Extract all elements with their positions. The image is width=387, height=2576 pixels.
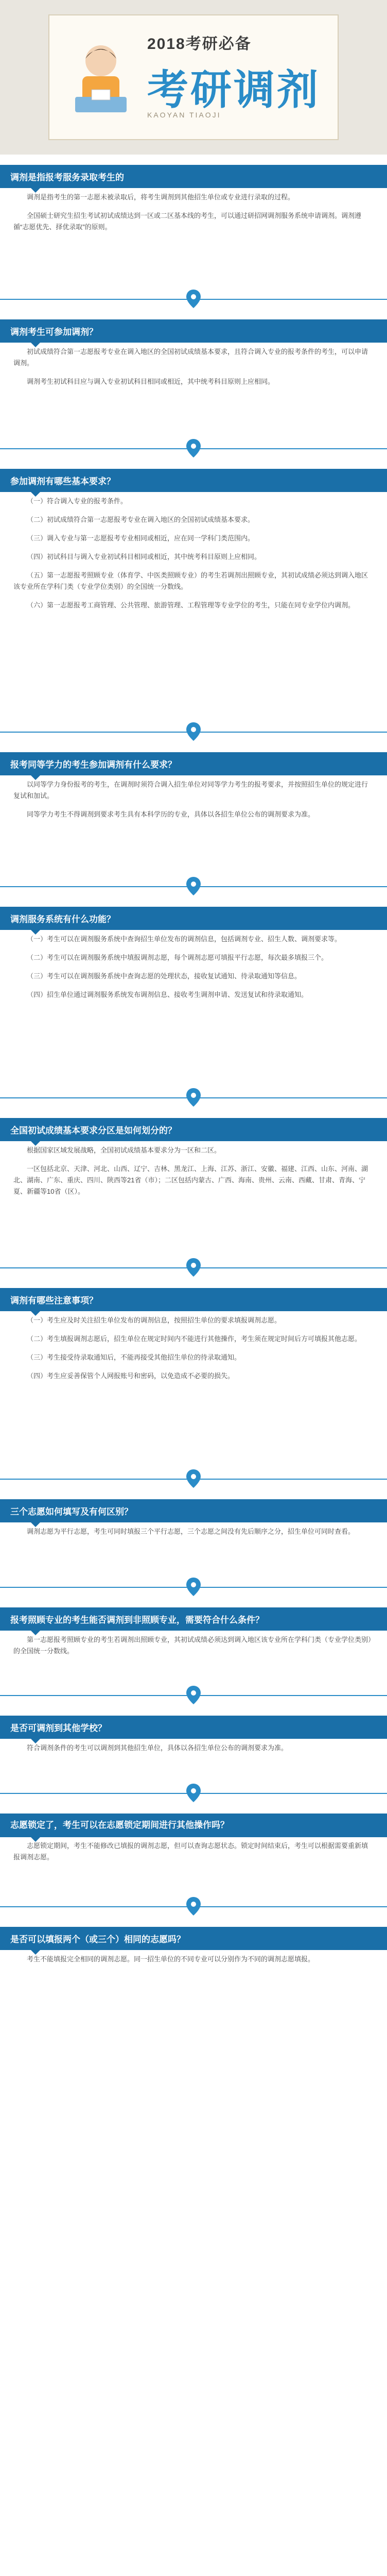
section-heading xyxy=(0,165,387,188)
section-heading xyxy=(0,469,387,492)
header-banner xyxy=(0,0,387,155)
paragraph: 根据国家区域发展战略，全国初试成绩基本要求分为一区和二区。 xyxy=(27,1146,221,1154)
section-divider xyxy=(0,1468,387,1489)
section-body xyxy=(13,1315,374,1389)
section-heading xyxy=(0,1814,387,1837)
section-body xyxy=(13,1526,374,1545)
section-question: 参加调剂有哪些基本要求？ xyxy=(10,477,115,486)
section-body xyxy=(13,192,374,240)
paragraph: 志愿锁定期间，考生不能修改已填报的调剂志愿，但可以查询志愿状态。锁定时间结束后，考生可以根据需要重新填报调剂志愿。 xyxy=(13,1842,368,1861)
section-body xyxy=(13,346,374,395)
section-divider xyxy=(0,1685,387,1705)
section-question: 调剂是指报考服务录取考生的 xyxy=(10,173,124,182)
paragraph: （四）考生应妥善保管个人网报账号和密码，以免造成不必要的损失。 xyxy=(27,1372,235,1380)
section-divider xyxy=(0,289,387,309)
location-pin-icon xyxy=(186,1897,201,1916)
paragraph: （二）初试成绩符合第一志愿报考专业在调入地区的全国初试成绩基本要求。 xyxy=(27,516,255,523)
paragraph: 一区包括北京、天津、河北、山西、辽宁、吉林、黑龙江、上海、江苏、浙江、安徽、福建、江西、山东、河南、湖北、湖南、广东、重庆、四川、陕西等21省（市）；二区包括内蒙古、广西、海南、贵州、云南、西藏、甘肃、青海、宁夏、新疆等10省（区）。 xyxy=(13,1165,368,1195)
section-question: 报考同等学力的考生参加调剂有什么要求？ xyxy=(10,760,177,770)
section-divider xyxy=(0,1577,387,1597)
paragraph: （五）第一志愿报考照顾专业（体育学、中医类照顾专业）的考生若调剂出照顾专业，其初试成绩必须达到调入地区该专业所在学科门类（专业学位类别）的全国统一分数线。 xyxy=(13,571,368,590)
section-body xyxy=(13,1634,374,1664)
section-question: 全国初试成绩基本要求分区是如何划分的？ xyxy=(10,1126,177,1136)
section-body xyxy=(13,779,374,827)
section-body xyxy=(13,1840,374,1870)
section-heading xyxy=(0,1118,387,1141)
section-body xyxy=(13,934,374,1008)
paragraph: （一）考生应及时关注招生单位发布的调剂信息，按照招生单位的要求填报调剂志愿。 xyxy=(27,1316,282,1324)
paragraph: （一）考生可以在调剂服务系统中查询招生单位发布的调剂信息，包括调剂专业、招生人数、调剂要求等。 xyxy=(27,935,342,943)
student-illustration-icon xyxy=(65,36,137,118)
banner-title: 考研调剂 xyxy=(147,67,320,113)
location-pin-icon xyxy=(186,439,201,457)
section-heading xyxy=(0,1716,387,1739)
paragraph: （一）符合调入专业的报考条件。 xyxy=(27,497,128,505)
banner-kicker: 2018考研必备 xyxy=(147,36,252,53)
section-divider xyxy=(0,1896,387,1917)
section-divider xyxy=(0,876,387,896)
paragraph: 调剂考生初试科目应与调入专业初试科目相同或相近，其中统考科目原则上应相同。 xyxy=(27,378,275,385)
paragraph: （二）考生填报调剂志愿后，招生单位在规定时间内不能进行其他操作，考生须在规定时间后方可填报其他志愿。 xyxy=(27,1335,362,1343)
section-divider xyxy=(0,1783,387,1803)
paragraph: 考生不能填报完全相同的调剂志愿。同一招生单位的不同专业可以分别作为不同的调剂志愿填报。 xyxy=(27,1955,315,1963)
paragraph: （六）第一志愿报考工商管理、公共管理、旅游管理、工程管理等专业学位的考生，只能在同专业学位内调剂。 xyxy=(27,601,355,609)
paragraph: 同等学力考生不得调剂到要求考生具有本科学历的专业，具体以各招生单位公布的调剂要求为准。 xyxy=(27,810,315,818)
section-question: 调剂考生可参加调剂？ xyxy=(10,327,98,337)
paragraph: （三）调入专业与第一志愿报考专业相同或相近，应在同一学科门类范围内。 xyxy=(27,534,255,542)
location-pin-icon xyxy=(186,722,201,741)
location-pin-icon xyxy=(186,1088,201,1107)
paragraph: 第一志愿报考照顾专业的考生若调剂出照顾专业，其初试成绩必须达到调入地区该专业所在学科门类（专业学位类别）的全国统一分数线。 xyxy=(13,1636,372,1655)
section-divider xyxy=(0,438,387,459)
section-body xyxy=(13,496,374,618)
paragraph: （二）考生可以在调剂服务系统中填报调剂志愿，每个调剂志愿可填报平行志愿，每次最多填报三个。 xyxy=(27,954,328,961)
section-question: 是否可调剂到其他学校？ xyxy=(10,1723,107,1733)
paragraph: 以同等学力身份报考的考生，在调剂时须符合调入招生单位对同等学力考生的报考要求，并按照招生单位的规定进行复试和加试。 xyxy=(13,781,368,800)
location-pin-icon xyxy=(186,1686,201,1704)
section-body xyxy=(13,1145,374,1205)
section-body xyxy=(13,1954,374,1972)
paragraph: （四）招生单位通过调剂服务系统发布调剂信息、接收考生调剂申请、发送复试和待录取通知。 xyxy=(27,991,308,998)
paragraph: 初试成绩符合第一志愿报考专业在调入地区的全国初试成绩基本要求，且符合调入专业的报考条件的考生，可以申请调剂。 xyxy=(13,348,368,367)
location-pin-icon xyxy=(186,877,201,895)
section-divider xyxy=(0,1257,387,1278)
section-heading xyxy=(0,752,387,775)
banner-card xyxy=(48,14,339,140)
section-heading xyxy=(0,907,387,930)
section-heading xyxy=(0,1927,387,1950)
paragraph: 符合调剂条件的考生可以调剂到其他招生单位，具体以各招生单位公布的调剂要求为准。 xyxy=(27,1744,288,1752)
banner-en: KAOYAN TIAOJI xyxy=(147,111,221,119)
section-heading xyxy=(0,1607,387,1631)
section-heading xyxy=(0,1288,387,1311)
section-question: 调剂服务系统有什么功能？ xyxy=(10,914,115,924)
paragraph: 全国硕士研究生招生考试初试成绩达到一区或二区基本线的考生，可以通过研招网调剂服务系统申请调剂。调剂遵循“志愿优先、择优录取”的原则。 xyxy=(13,212,362,231)
location-pin-icon xyxy=(186,1258,201,1277)
section-body xyxy=(13,1742,374,1761)
location-pin-icon xyxy=(186,1578,201,1596)
section-divider xyxy=(0,1087,387,1108)
section-question: 是否可以填报两个（或三个）相同的志愿吗？ xyxy=(10,1935,185,1944)
section-question: 志愿锁定了，考生可以在志愿锁定期间进行其他操作吗？ xyxy=(10,1820,229,1830)
section-divider xyxy=(0,721,387,742)
section-heading xyxy=(0,319,387,343)
paragraph: （三）考生可以在调剂服务系统中查询志愿的处理状态，接收复试通知、待录取通知等信息。 xyxy=(27,972,302,980)
paragraph: 调剂是指考生的第一志愿未被录取后，将考生调剂到其他招生单位或专业进行录取的过程。 xyxy=(27,193,295,201)
section-question: 报考照顾专业的考生能否调剂到非照顾专业，需要符合什么条件？ xyxy=(10,1615,264,1625)
paragraph: 调剂志愿为平行志愿，考生可同时填报三个平行志愿，三个志愿之间没有先后顺序之分，招生单位可同时查看。 xyxy=(27,1528,355,1535)
location-pin-icon xyxy=(186,290,201,308)
section-heading xyxy=(0,1499,387,1522)
location-pin-icon xyxy=(186,1784,201,1802)
section-question: 三个志愿如何填写及有何区别？ xyxy=(10,1507,133,1517)
section-question: 调剂有哪些注意事项？ xyxy=(10,1296,98,1306)
paragraph: （三）考生接受待录取通知后，不能再接受其他招生单位的待录取通知。 xyxy=(27,1353,241,1361)
paragraph: （四）初试科目与调入专业初试科目相同或相近，其中统考科目原则上应相同。 xyxy=(27,553,261,561)
location-pin-icon xyxy=(186,1469,201,1488)
